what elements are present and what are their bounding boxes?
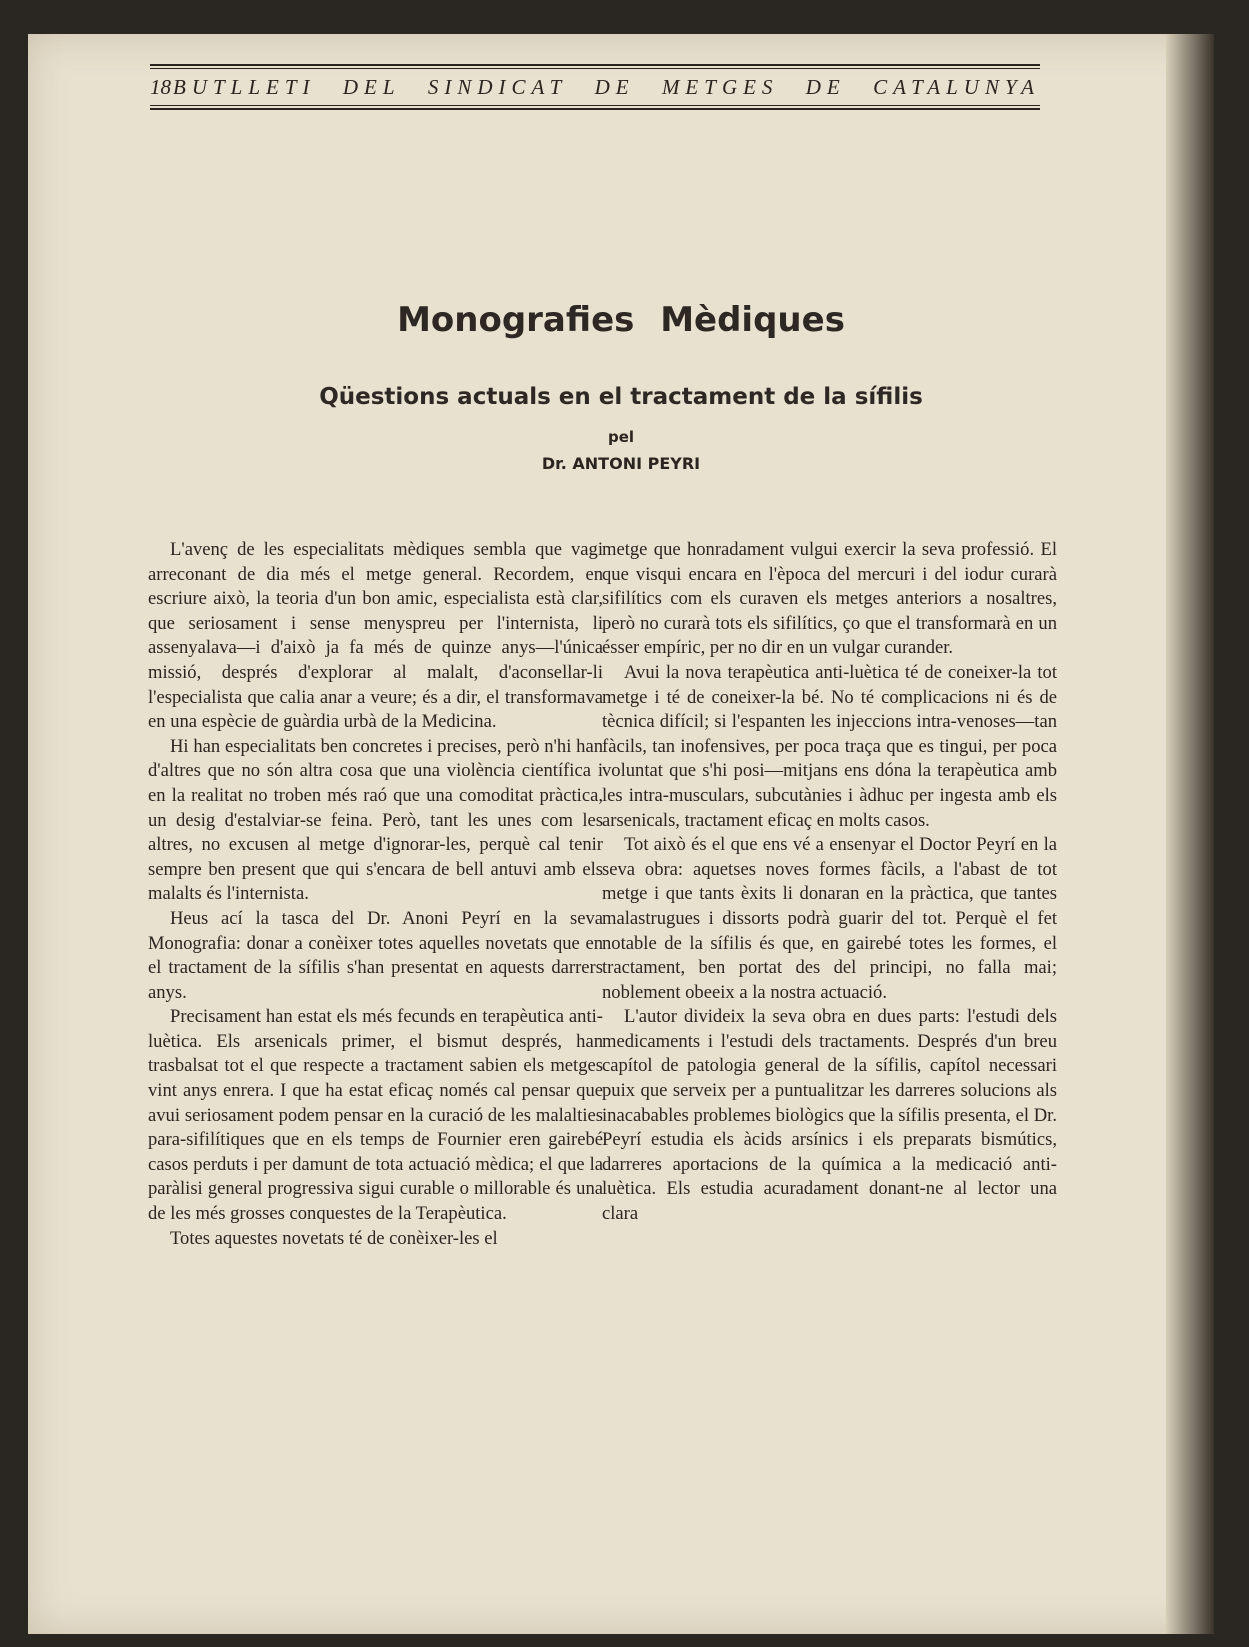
paragraph: Heus ací la tasca del Dr. Anoni Peyrí en la seva Monografia: donar a conèixer totes aquelles novetats que en el tractament de la sífilis s'han presentat en aquests darrers anys. <box>148 907 603 1003</box>
journal-title-word: DEL <box>342 75 401 99</box>
journal-title-word: DE <box>805 75 846 99</box>
article-subtitle: Qüestions actuals en el tractament de la sífilis <box>319 384 923 410</box>
header-rule-bottom-thin <box>150 105 1040 106</box>
journal-title-word: METGES <box>661 75 779 99</box>
paragraph: metge que honradament vulgui exercir la seva professió. El que visqui encara en l'època del mercuri i del iodur curarà sifilítics com els curaven els metges anteriors a nosaltres, però no curarà tots els sifilítics, ço que el transformarà en un ésser empíric, per no dir en un vulgar curander. <box>602 539 1057 659</box>
header-rule-top-thin <box>150 68 1040 69</box>
paragraph: Precisament han estat els més fecunds en terapèutica anti-luètica. Els arsenicals primer, el bismut després, han trasbalsat tot el que respecte a tractament sabien els metges vint anys enrera. I que ha estat eficaç només cal pensar que avui seriosament podem pensar en la curació de les malalties para-sifilítiques que en els temps de Fournier eren gairebé casos perduts i per damunt de tota actuació mèdica; el que la paràlisi general progressiva sigui curable o millorable és una de les més grosses conquestes de la Terapèutica. <box>148 1006 603 1225</box>
header-rule-top <box>150 64 1040 66</box>
paragraph: Avui la nova terapèutica anti-luètica té de coneixer-la tot metge i té de coneixer-la bé. No té complicacions ni és de tècnica difícil; si l'espanten les injeccions intra-venoses—tan fàcils, tan inofensives, per poca traça que es tingui, per poca voluntat que s'hi posi—mitjans ens dóna la terapèutica amb les intra-musculars, subcutànies i àdhuc per ingesta amb els arsenicals, tractament eficaç en molts casos. <box>602 661 1057 831</box>
header-line <box>150 71 1040 103</box>
author-name: Dr. ANTONI PEYRI <box>541 454 701 473</box>
journal-title-word: BUTLLETI <box>173 75 316 99</box>
paragraph: Tot això és el que ens vé a ensenyar el Doctor Peyrí en la seva obra: aquetses noves formes fàcils, a l'abast de tot metge i que tants èxits li donaran en la pràctica, que tantes malastrugues i dissorts podrà guarir del tot. Perquè el fet notable de la sífilis és que, en gairebé totes les formes, el tractament, ben portat des del principi, no falla mai; noblement obeeix a la nostra actuació. <box>602 834 1057 1003</box>
left-column <box>148 538 603 1251</box>
paragraph: Totes aquestes novetats té de conèixer-les el <box>170 1227 498 1249</box>
header-rule-bottom <box>150 108 1040 110</box>
article-title: Monografies Mèdiques <box>397 300 845 340</box>
journal-title-word: DE <box>594 75 635 99</box>
journal-title-word: SINDICAT <box>427 75 568 99</box>
page-number: 18 <box>150 75 171 99</box>
right-column <box>602 538 1057 1227</box>
journal-title <box>173 75 1040 100</box>
book-spine-shadow <box>1166 34 1214 1634</box>
paragraph: L'autor divideix la seva obra en dues parts: l'estudi dels medicaments i l'estudi dels tractaments. Després d'un breu capítol de patologia general de la sífilis, capítol necessari puix que serveix per a puntualitzar les darreres solucions als inacabables problemes biològics que la sífilis presenta, el Dr. Peyrí estudia els àcids arsínics i els preparats bismútics, darreres aportacions de la química a la medicació anti-luètica. Els estudia acuradament donant-ne al lector una clara <box>602 1006 1057 1225</box>
journal-title-word: CATALUNYA <box>873 75 1040 99</box>
paragraph: Hi han especialitats ben concretes i precises, però n'hi han d'altres que no són altra cosa que una violència científica i en la realitat no troben més raó que una comoditat pràctica, un desig d'estalviar-se feina. Però, tant les unes com les altres, no excusen al metge d'ignorar-les, perquè cal tenir sempre ben present que qui s'encara de bell antuvi amb els malalts és l'internista. <box>148 735 603 905</box>
running-header <box>150 62 1040 112</box>
byline-prefix: pel <box>607 428 635 446</box>
paragraph: L'avenç de les especialitats mèdiques sembla que vagi arreconant de dia més el metge general. Recordem, en escriure això, la teoria d'un bon amic, especialista està clar, que seriosament i sense menyspreu per l'internista, li assenyalava—i d'això ja fa més de quinze anys—l'única missió, després d'explorar al malalt, d'aconsellar-li l'especialista que calia anar a veure; és a dir, el transformava en una espècie de guàrdia urbà de la Medicina. <box>148 539 603 733</box>
